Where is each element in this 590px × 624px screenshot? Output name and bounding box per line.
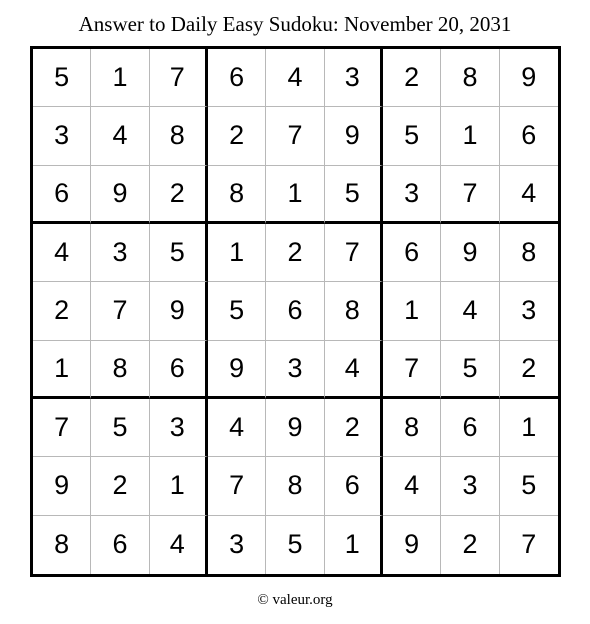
sudoku-cell-r2-c1: 3	[33, 107, 91, 165]
sudoku-grid	[30, 46, 561, 577]
sudoku-cell-r4-c6: 7	[325, 224, 383, 282]
sudoku-cell-r2-c8: 1	[441, 107, 499, 165]
sudoku-cell-r3-c6: 5	[325, 166, 383, 224]
sudoku-cell-r4-c9: 8	[500, 224, 558, 282]
sudoku-cell-r5-c4: 5	[208, 282, 266, 340]
sudoku-cell-r1-c1: 5	[33, 49, 91, 107]
sudoku-cell-r9-c2: 6	[91, 516, 149, 574]
sudoku-cell-r2-c2: 4	[91, 107, 149, 165]
sudoku-cell-r1-c8: 8	[441, 49, 499, 107]
sudoku-cell-r7-c8: 6	[441, 399, 499, 457]
sudoku-cell-r1-c2: 1	[91, 49, 149, 107]
sudoku-cell-r4-c7: 6	[383, 224, 441, 282]
sudoku-cell-r4-c5: 2	[266, 224, 324, 282]
sudoku-cell-r6-c8: 5	[441, 341, 499, 399]
sudoku-cell-r2-c5: 7	[266, 107, 324, 165]
sudoku-cell-r7-c1: 7	[33, 399, 91, 457]
sudoku-cell-r3-c2: 9	[91, 166, 149, 224]
sudoku-cell-r2-c4: 2	[208, 107, 266, 165]
sudoku-cell-r6-c3: 6	[150, 341, 208, 399]
sudoku-cell-r7-c4: 4	[208, 399, 266, 457]
sudoku-cell-r6-c5: 3	[266, 341, 324, 399]
puzzle-title: Answer to Daily Easy Sudoku: November 20, 2031	[78, 12, 512, 36]
sudoku-cell-r8-c5: 8	[266, 457, 324, 515]
sudoku-cell-r9-c5: 5	[266, 516, 324, 574]
sudoku-cell-r3-c5: 1	[266, 166, 324, 224]
sudoku-cell-r3-c3: 2	[150, 166, 208, 224]
sudoku-cell-r4-c3: 5	[150, 224, 208, 282]
sudoku-cell-r8-c1: 9	[33, 457, 91, 515]
sudoku-cell-r6-c7: 7	[383, 341, 441, 399]
sudoku-cell-r5-c2: 7	[91, 282, 149, 340]
sudoku-cell-r2-c3: 8	[150, 107, 208, 165]
sudoku-cell-r1-c4: 6	[208, 49, 266, 107]
sudoku-cell-r4-c4: 1	[208, 224, 266, 282]
sudoku-cell-r9-c6: 1	[325, 516, 383, 574]
sudoku-cell-r2-c9: 6	[500, 107, 558, 165]
sudoku-cell-r5-c8: 4	[441, 282, 499, 340]
sudoku-cell-r3-c8: 7	[441, 166, 499, 224]
sudoku-cell-r6-c1: 1	[33, 341, 91, 399]
sudoku-cell-r8-c3: 1	[150, 457, 208, 515]
sudoku-cell-r4-c2: 3	[91, 224, 149, 282]
sudoku-cell-r6-c6: 4	[325, 341, 383, 399]
sudoku-cell-r8-c4: 7	[208, 457, 266, 515]
sudoku-cell-r4-c8: 9	[441, 224, 499, 282]
sudoku-cell-r9-c7: 9	[383, 516, 441, 574]
sudoku-cell-r7-c9: 1	[500, 399, 558, 457]
sudoku-cell-r6-c2: 8	[91, 341, 149, 399]
sudoku-cell-r2-c7: 5	[383, 107, 441, 165]
sudoku-cell-r3-c1: 6	[33, 166, 91, 224]
sudoku-cell-r3-c9: 4	[500, 166, 558, 224]
sudoku-cell-r5-c9: 3	[500, 282, 558, 340]
sudoku-cell-r5-c7: 1	[383, 282, 441, 340]
sudoku-cell-r8-c6: 6	[325, 457, 383, 515]
sudoku-cell-r1-c5: 4	[266, 49, 324, 107]
sudoku-cell-r7-c7: 8	[383, 399, 441, 457]
sudoku-cell-r7-c2: 5	[91, 399, 149, 457]
sudoku-cell-r9-c4: 3	[208, 516, 266, 574]
sudoku-cell-r1-c3: 7	[150, 49, 208, 107]
sudoku-cell-r8-c2: 2	[91, 457, 149, 515]
sudoku-cell-r9-c8: 2	[441, 516, 499, 574]
sudoku-cell-r5-c1: 2	[33, 282, 91, 340]
sudoku-cell-r5-c6: 8	[325, 282, 383, 340]
sudoku-cell-r1-c7: 2	[383, 49, 441, 107]
sudoku-cell-r8-c8: 3	[441, 457, 499, 515]
sudoku-cell-r7-c6: 2	[325, 399, 383, 457]
sudoku-cell-r9-c3: 4	[150, 516, 208, 574]
sudoku-cell-r3-c4: 8	[208, 166, 266, 224]
sudoku-cell-r5-c3: 9	[150, 282, 208, 340]
sudoku-cell-r5-c5: 6	[266, 282, 324, 340]
sudoku-cell-r7-c5: 9	[266, 399, 324, 457]
sudoku-cell-r9-c9: 7	[521, 529, 537, 560]
sudoku-cell-r9-c1: 8	[33, 516, 91, 574]
sudoku-cell-r4-c1: 4	[33, 224, 91, 282]
sudoku-cell-r1-c9: 9	[500, 49, 558, 107]
sudoku-cell-r2-c6: 9	[325, 107, 383, 165]
sudoku-cell-r6-c9: 2	[500, 341, 558, 399]
sudoku-cell-r7-c3: 3	[150, 399, 208, 457]
sudoku-cell-r1-c6: 3	[325, 49, 383, 107]
copyright-footer: © valeur.org	[257, 592, 333, 608]
sudoku-cell-r6-c4: 9	[208, 341, 266, 399]
sudoku-cell-r8-c9: 5	[500, 457, 558, 515]
sudoku-cell-r3-c7: 3	[383, 166, 441, 224]
sudoku-cell-r8-c7: 4	[383, 457, 441, 515]
